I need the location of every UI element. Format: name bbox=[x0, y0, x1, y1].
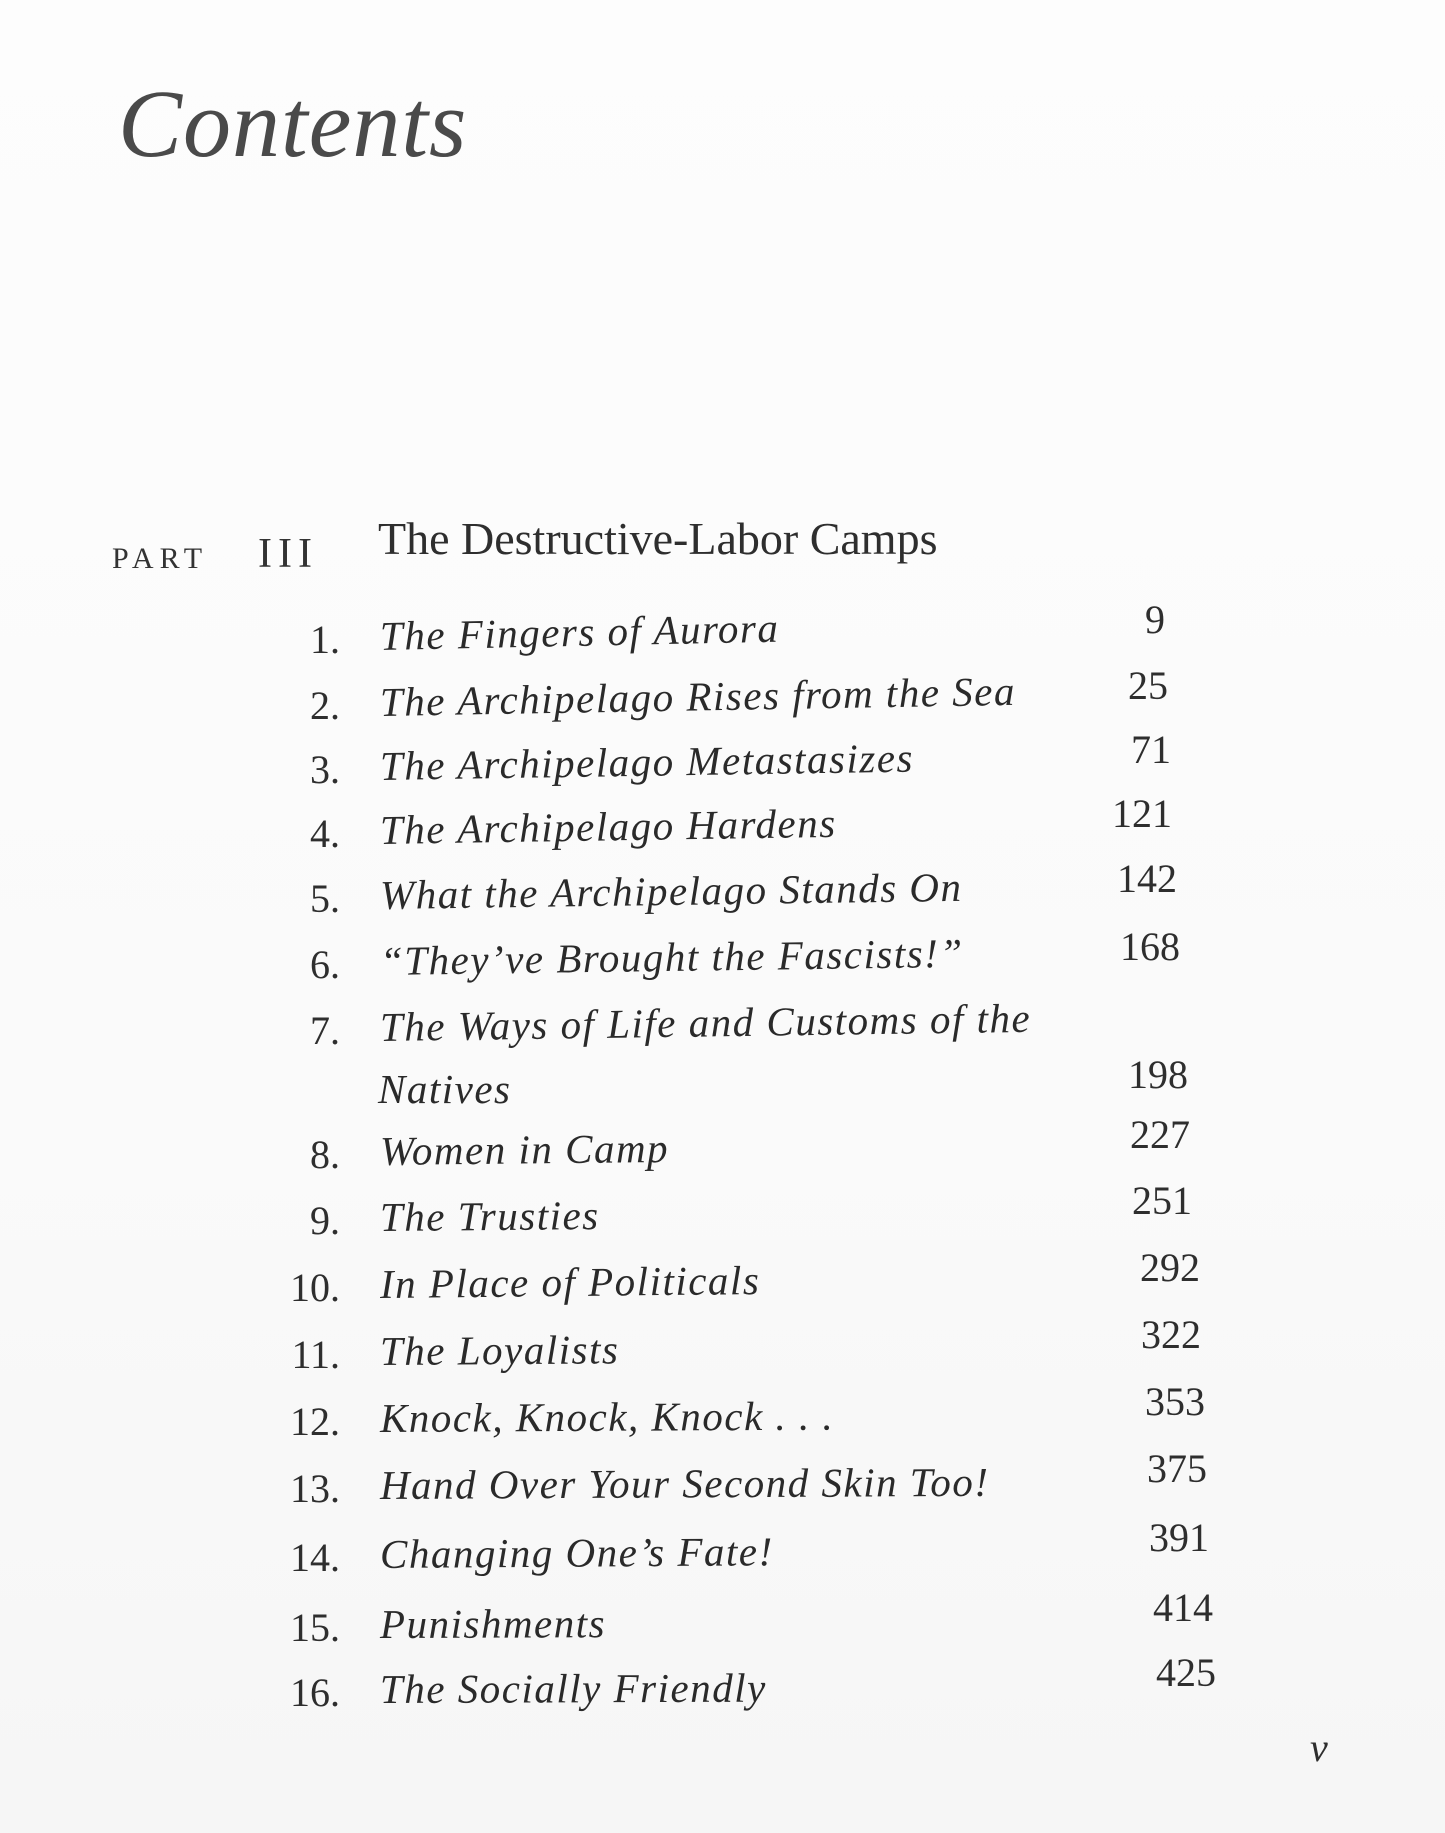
chapter-number: 5. bbox=[310, 876, 340, 921]
chapter-number: 11. bbox=[291, 1332, 340, 1377]
chapter-title: Changing One’s Fate! bbox=[379, 1528, 774, 1577]
chapter-number: 6. bbox=[310, 942, 340, 987]
chapter-number: 9. bbox=[310, 1198, 340, 1243]
chapter-title: The Fingers of Aurora bbox=[379, 604, 780, 659]
chapter-title: The Ways of Life and Customs of the bbox=[379, 994, 1032, 1050]
chapter-number: 16. bbox=[290, 1670, 340, 1715]
chapter-number: 8. bbox=[310, 1132, 340, 1177]
toc-entry[interactable] bbox=[0, 727, 1445, 802]
toc-entry[interactable] bbox=[0, 994, 1445, 1112]
chapter-page-number: 198 bbox=[1128, 1052, 1188, 1097]
part-number: III bbox=[258, 531, 318, 577]
chapter-number: 15. bbox=[290, 1605, 340, 1650]
part-title: The Destructive-Labor Camps bbox=[378, 513, 938, 564]
toc-entry[interactable] bbox=[0, 1446, 1445, 1521]
toc-entry[interactable] bbox=[0, 1245, 1445, 1320]
chapter-title: “They’ve Brought the Fascists!” bbox=[379, 929, 964, 984]
chapter-page-number: 425 bbox=[1156, 1650, 1216, 1695]
part-label: PART bbox=[112, 542, 209, 575]
chapter-page-number: 322 bbox=[1141, 1312, 1201, 1357]
chapter-number: 3. bbox=[310, 747, 340, 792]
chapter-title: The Socially Friendly bbox=[379, 1664, 767, 1712]
chapter-title: The Archipelago Hardens bbox=[379, 799, 837, 853]
toc-entry[interactable] bbox=[0, 1515, 1445, 1590]
chapter-number: 14. bbox=[290, 1535, 340, 1580]
toc-entry[interactable] bbox=[0, 791, 1445, 866]
chapter-page-number: 121 bbox=[1112, 791, 1172, 836]
chapter-number: 13. bbox=[290, 1466, 340, 1511]
chapter-page-number: 142 bbox=[1117, 856, 1177, 901]
chapter-title: Punishments bbox=[379, 1600, 607, 1647]
chapter-title-continuation: Natives bbox=[378, 1066, 512, 1112]
chapter-number: 2. bbox=[310, 683, 340, 728]
chapter-title: Women in Camp bbox=[379, 1124, 670, 1174]
chapter-page-number: 71 bbox=[1131, 727, 1171, 772]
chapter-title: In Place of Politicals bbox=[379, 1257, 761, 1307]
toc-entry[interactable] bbox=[0, 1112, 1445, 1187]
chapter-page-number: 292 bbox=[1140, 1245, 1200, 1290]
chapter-page-number: 414 bbox=[1153, 1585, 1213, 1630]
chapter-number: 4. bbox=[310, 811, 340, 856]
chapter-title: Hand Over Your Second Skin Too! bbox=[379, 1458, 990, 1508]
chapter-number: 10. bbox=[290, 1265, 340, 1310]
chapter-page-number: 9 bbox=[1145, 597, 1165, 642]
chapter-title: The Trusties bbox=[379, 1192, 600, 1240]
toc-entry[interactable] bbox=[0, 1379, 1445, 1454]
chapter-page-number: 227 bbox=[1130, 1112, 1190, 1157]
toc-entry[interactable] bbox=[0, 924, 1445, 997]
chapter-page-number: 251 bbox=[1132, 1178, 1192, 1223]
chapter-title: What the Archipelago Stands On bbox=[379, 863, 963, 918]
toc-entry[interactable] bbox=[0, 597, 1445, 672]
chapter-page-number: 168 bbox=[1120, 924, 1180, 969]
chapter-page-number: 353 bbox=[1145, 1379, 1205, 1424]
chapter-number: 12. bbox=[290, 1399, 340, 1444]
toc-entry[interactable] bbox=[0, 1650, 1445, 1725]
toc-entry[interactable] bbox=[0, 1312, 1445, 1387]
toc-entry[interactable] bbox=[0, 1178, 1445, 1253]
toc-entry[interactable] bbox=[0, 1585, 1445, 1660]
toc-entry[interactable] bbox=[0, 663, 1445, 738]
page-folio: v bbox=[1310, 1725, 1328, 1770]
toc-entry[interactable] bbox=[0, 856, 1445, 931]
chapter-page-number: 375 bbox=[1147, 1446, 1207, 1491]
chapter-number: 7. bbox=[310, 1008, 340, 1053]
chapter-title: The Loyalists bbox=[379, 1326, 620, 1374]
chapter-page-number: 391 bbox=[1149, 1515, 1209, 1560]
chapter-title: The Archipelago Metastasizes bbox=[379, 734, 915, 789]
chapter-title: Knock, Knock, Knock . . . bbox=[379, 1392, 835, 1441]
chapter-page-number: 25 bbox=[1128, 663, 1168, 708]
chapter-title: The Archipelago Rises from the Sea bbox=[379, 667, 1017, 725]
chapter-number: 1. bbox=[310, 617, 340, 662]
page-title: Contents bbox=[118, 70, 468, 177]
